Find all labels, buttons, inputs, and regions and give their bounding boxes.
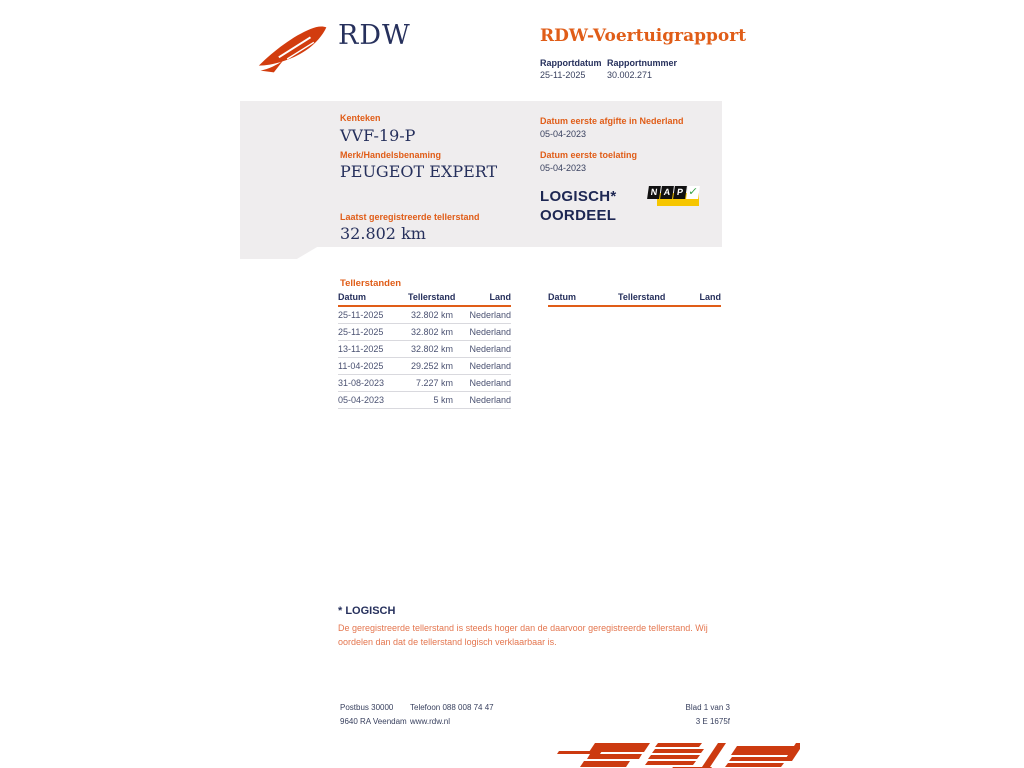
tellerstanden-table-right	[548, 290, 721, 307]
oordeel-line2: OORDEEL	[540, 207, 617, 224]
report-number-label: Rapportnummer	[607, 58, 678, 68]
table-row: 25-11-2025 32.802 km Nederland	[338, 306, 511, 324]
table-row: 25-11-2025 32.802 km Nederland	[338, 324, 511, 341]
table-header-row	[548, 290, 721, 306]
header-land: Land	[453, 290, 511, 306]
tellerstanden-rows	[338, 306, 511, 409]
kenteken-value: VVF-19-P	[340, 126, 416, 145]
tellerstanden-title: Tellerstanden	[340, 278, 402, 289]
table-row: 13-11-2025 32.802 km Nederland	[338, 341, 511, 358]
merk-value: PEUGEOT EXPERT	[340, 162, 498, 181]
merk-label: Merk/Handelsbenaming	[340, 150, 442, 160]
nap-letter-p: P	[673, 186, 687, 199]
table-header-row	[338, 290, 511, 306]
toelating-label: Datum eerste toelating	[540, 150, 638, 160]
footer-stripes-graphic	[552, 741, 800, 768]
afgifte-value: 05-04-2023	[540, 129, 587, 139]
kenteken-label: Kenteken	[340, 113, 381, 123]
nap-logo	[648, 186, 700, 209]
tellerstanden-table-left	[338, 290, 511, 409]
afgifte-label: Datum eerste afgifte in Nederland	[540, 116, 684, 126]
footer-postbus: Postbus 30000	[340, 703, 394, 712]
footer-website: www.rdw.nl	[410, 717, 451, 726]
report-date-label: Rapportdatum	[540, 58, 602, 68]
toelating-value: 05-04-2023	[540, 163, 587, 173]
table-row: 05-04-2023 5 km Nederland	[338, 392, 511, 409]
footer-form-code: 3 E 1675f	[695, 717, 730, 726]
footer-phone: Telefoon 088 008 74 47	[410, 703, 494, 712]
nap-check-icon: ✓	[687, 186, 699, 198]
report-title: RDW-Voertuigrapport	[540, 26, 747, 46]
header-tellerstand: Tellerstand	[408, 290, 453, 306]
rdw-bird-icon	[254, 24, 332, 74]
logisch-note-title: * LOGISCH	[338, 605, 396, 617]
footer-city: 9640 RA Veendam	[340, 717, 407, 726]
header-datum: Datum	[338, 290, 408, 306]
header-datum: Datum	[548, 290, 618, 306]
nap-letter-n: N	[647, 186, 661, 199]
header-land: Land	[663, 290, 721, 306]
tellerstand-label: Laatst geregistreerde tellerstand	[340, 212, 480, 222]
report-number-value: 30.002.271	[607, 70, 653, 80]
nap-letter-a: A	[660, 186, 674, 199]
logisch-note-body: De geregistreerde tellerstand is steeds hoger dan de daarvoor geregistreerde tellerstand. Wij oordelen dan dat de tellerstand logisch verklaarbaar is.	[338, 623, 708, 647]
table-row: 31-08-2023 7.227 km Nederland	[338, 375, 511, 392]
oordeel-text	[540, 187, 617, 225]
tellerstand-value: 32.802 km	[340, 224, 426, 243]
report-date-value: 25-11-2025	[540, 70, 586, 80]
header-tellerstand: Tellerstand	[618, 290, 663, 306]
footer-page-number: Blad 1 van 3	[685, 703, 730, 712]
rdw-logo-wordmark: RDW	[338, 20, 411, 51]
table-row: 11-04-2025 29.252 km Nederland	[338, 358, 511, 375]
oordeel-line1: LOGISCH*	[540, 188, 617, 205]
